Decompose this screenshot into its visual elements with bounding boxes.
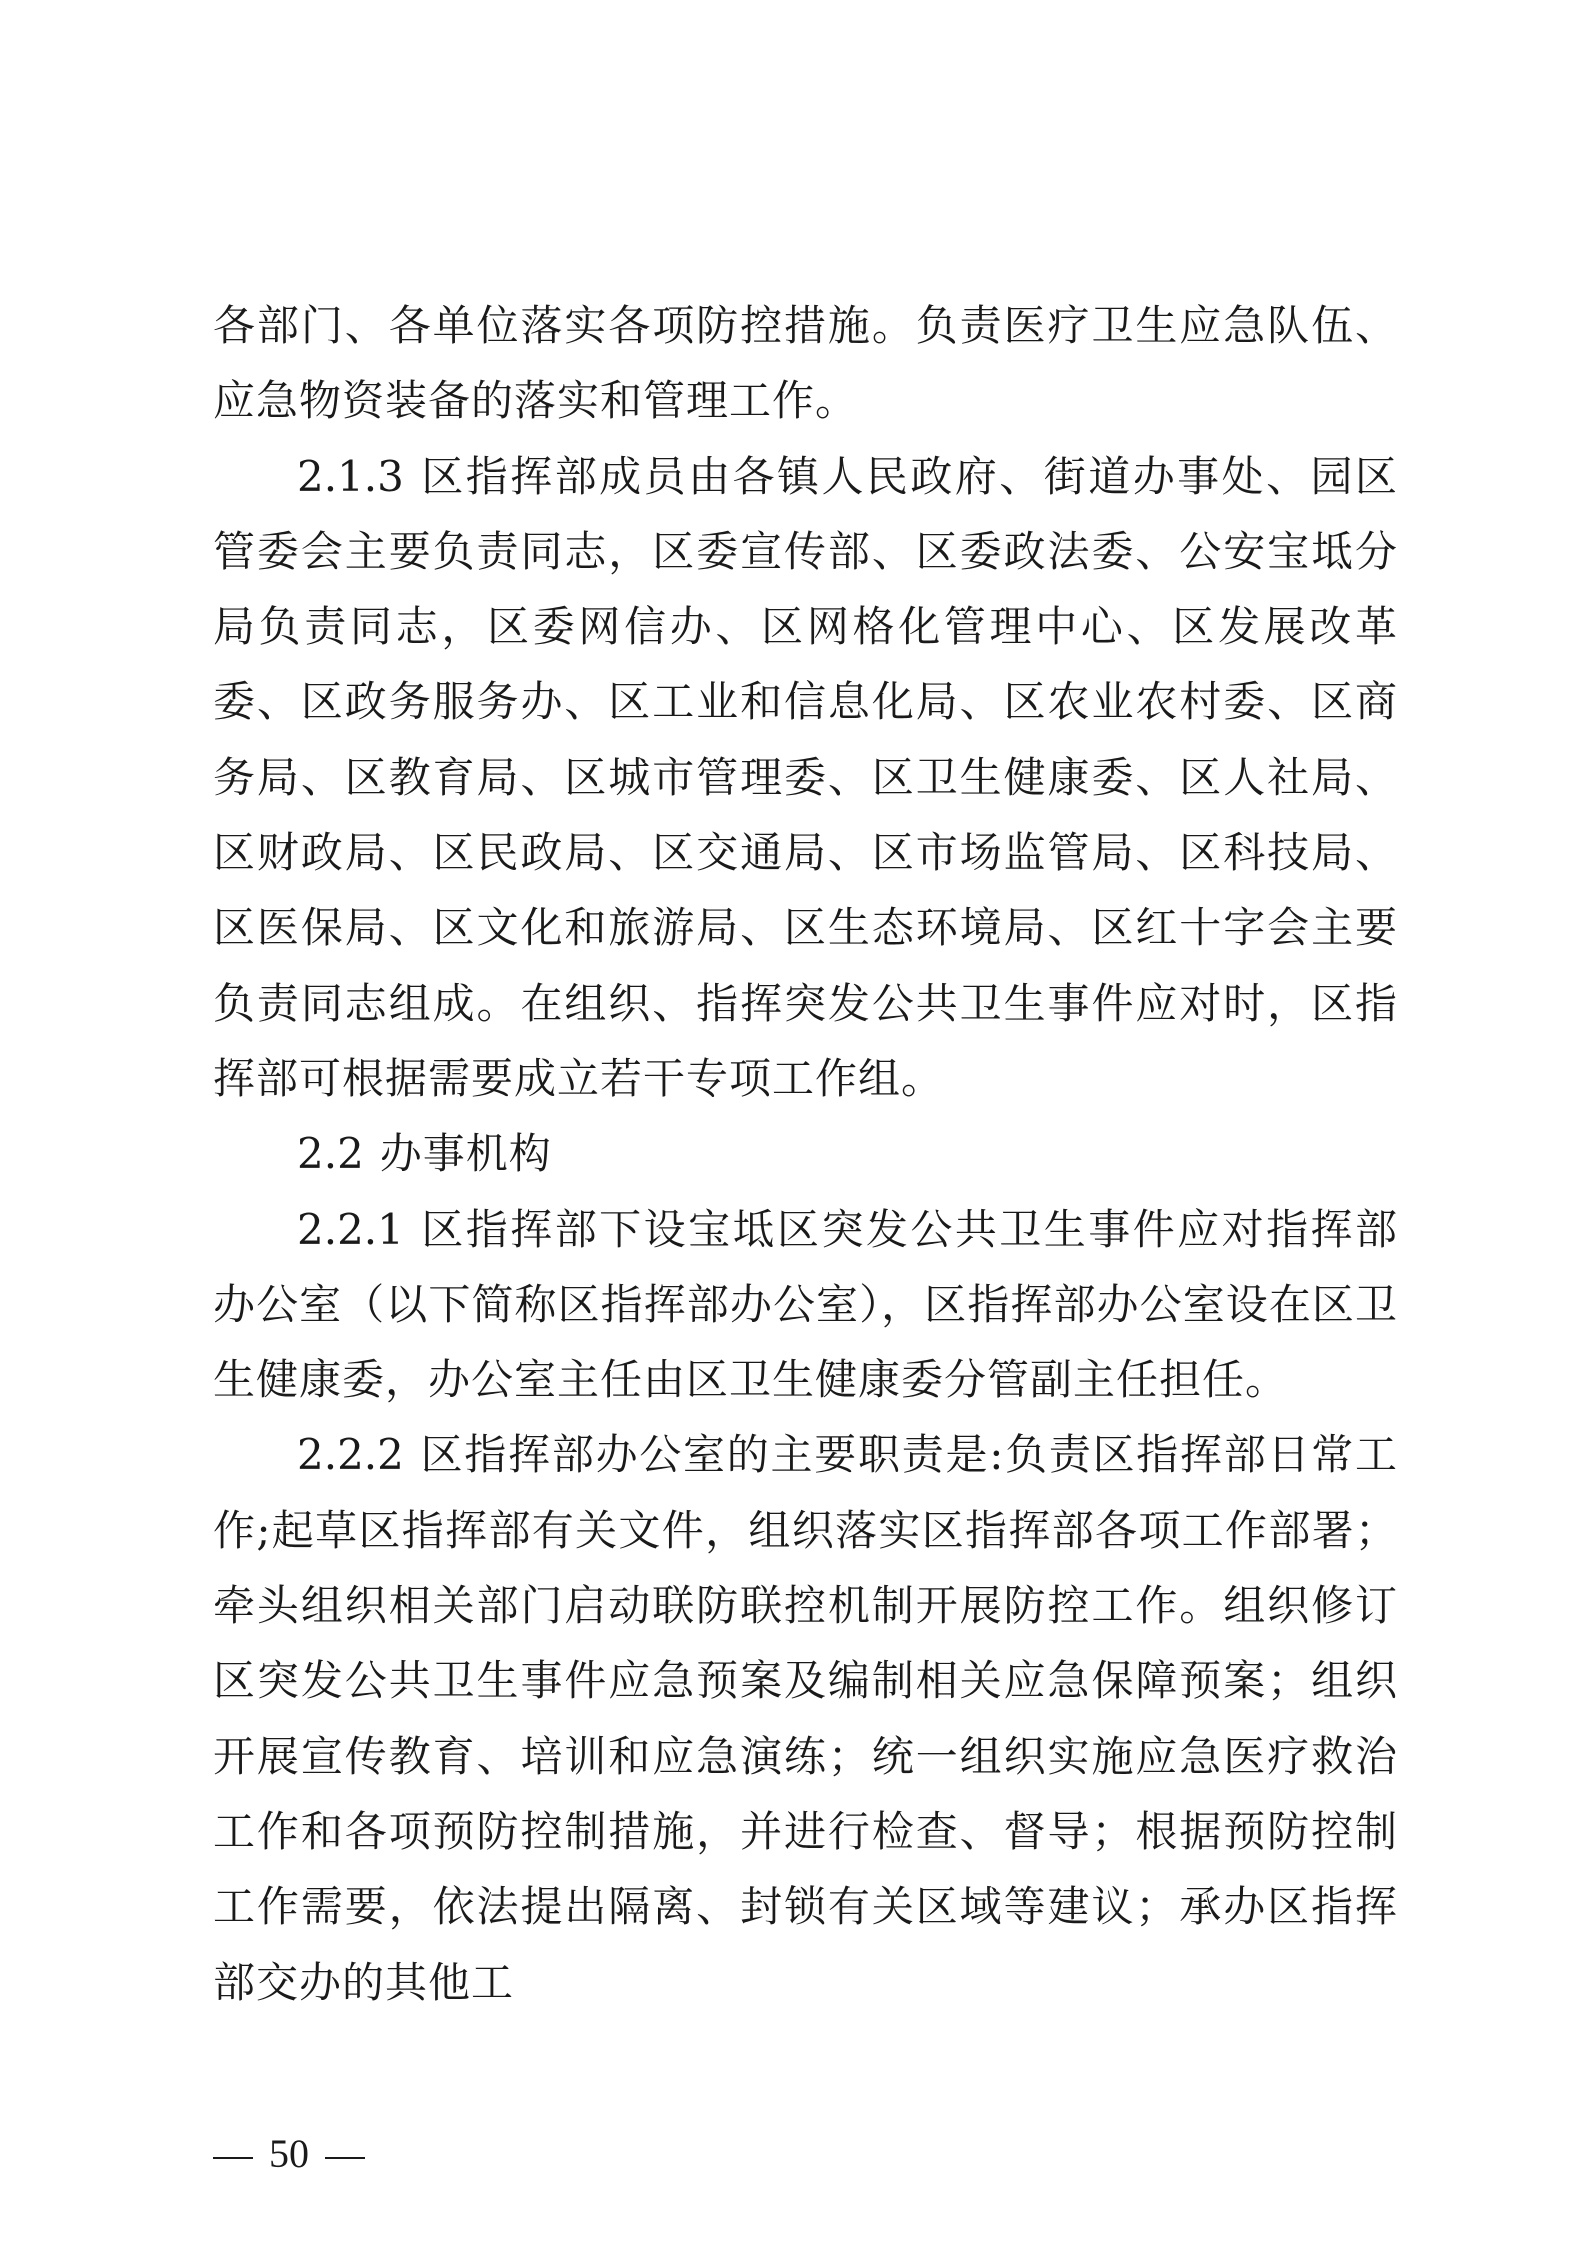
dash-right [325, 2157, 365, 2159]
paragraph-text: 区指挥部成员由各镇人民政府、街道办事处、园区管委会主要负责同志，区委宣传部、区委政法委、公安宝坻分局负责同志，区委网信办、区网格化管理中心、区发展改革委、区政务服务办、区工业和信息化局、区农业农村委、区商务局、区教育局、区城市管理委、区卫生健康委、区人社局、区财政局、区民政局、区交通局、区市场监管局、区科技局、区医保局、区文化和旅游局、区生态环境局、区红十字会主要负责同志组成。在组织、指挥突发公共卫生事件应对时，区指挥部可根据需要成立若干专项工作组。 [213, 451, 1398, 1103]
paragraph-text: 区指挥部下设宝坻区突发公共卫生事件应对指挥部办公室（以下简称区指挥部办公室），区指挥部办公室设在区卫生健康委，办公室主任由区卫生健康委分管副主任担任。 [213, 1204, 1398, 1405]
clause-number: 2.2.1 [297, 1204, 404, 1254]
clause-number: 2.1.3 [297, 451, 404, 501]
document-body [213, 288, 1398, 2020]
paragraph-2-2-2 [213, 1417, 1398, 2019]
paragraph-text: 区指挥部办公室的主要职责是:负责区指挥部日常工作;起草区指挥部有关文件，组织落实区指挥部各项工作部署；牵头组织相关部门启动联防联控机制开展防控工作。组织修订区突发公共卫生事件应急预案及编制相关应急保障预案；组织开展宣传教育、培训和应急演练；统一组织实施应急医疗救治工作和各项预防控制措施，并进行检查、督导；根据预防控制工作需要，依法提出隔离、封锁有关区域等建议；承办区指挥部交办的其他工 [213, 1430, 1398, 2007]
section-heading-text: 办事机构 [379, 1129, 552, 1179]
dash-left [213, 2157, 253, 2159]
page-number: 50 [269, 2131, 309, 2176]
page-footer [213, 2130, 365, 2177]
paragraph-text: 各部门、各单位落实各项防控措施。负责医疗卫生应急队伍、应急物资装备的落实和管理工作。 [213, 301, 1398, 426]
clause-number: 2.2 [297, 1129, 364, 1179]
clause-number: 2.2.2 [297, 1430, 404, 1480]
paragraph-2-1-3 [213, 439, 1398, 1117]
section-heading-2-2 [213, 1116, 1398, 1191]
paragraph-2-2-1 [213, 1192, 1398, 1418]
paragraph-continuation [213, 288, 1398, 439]
